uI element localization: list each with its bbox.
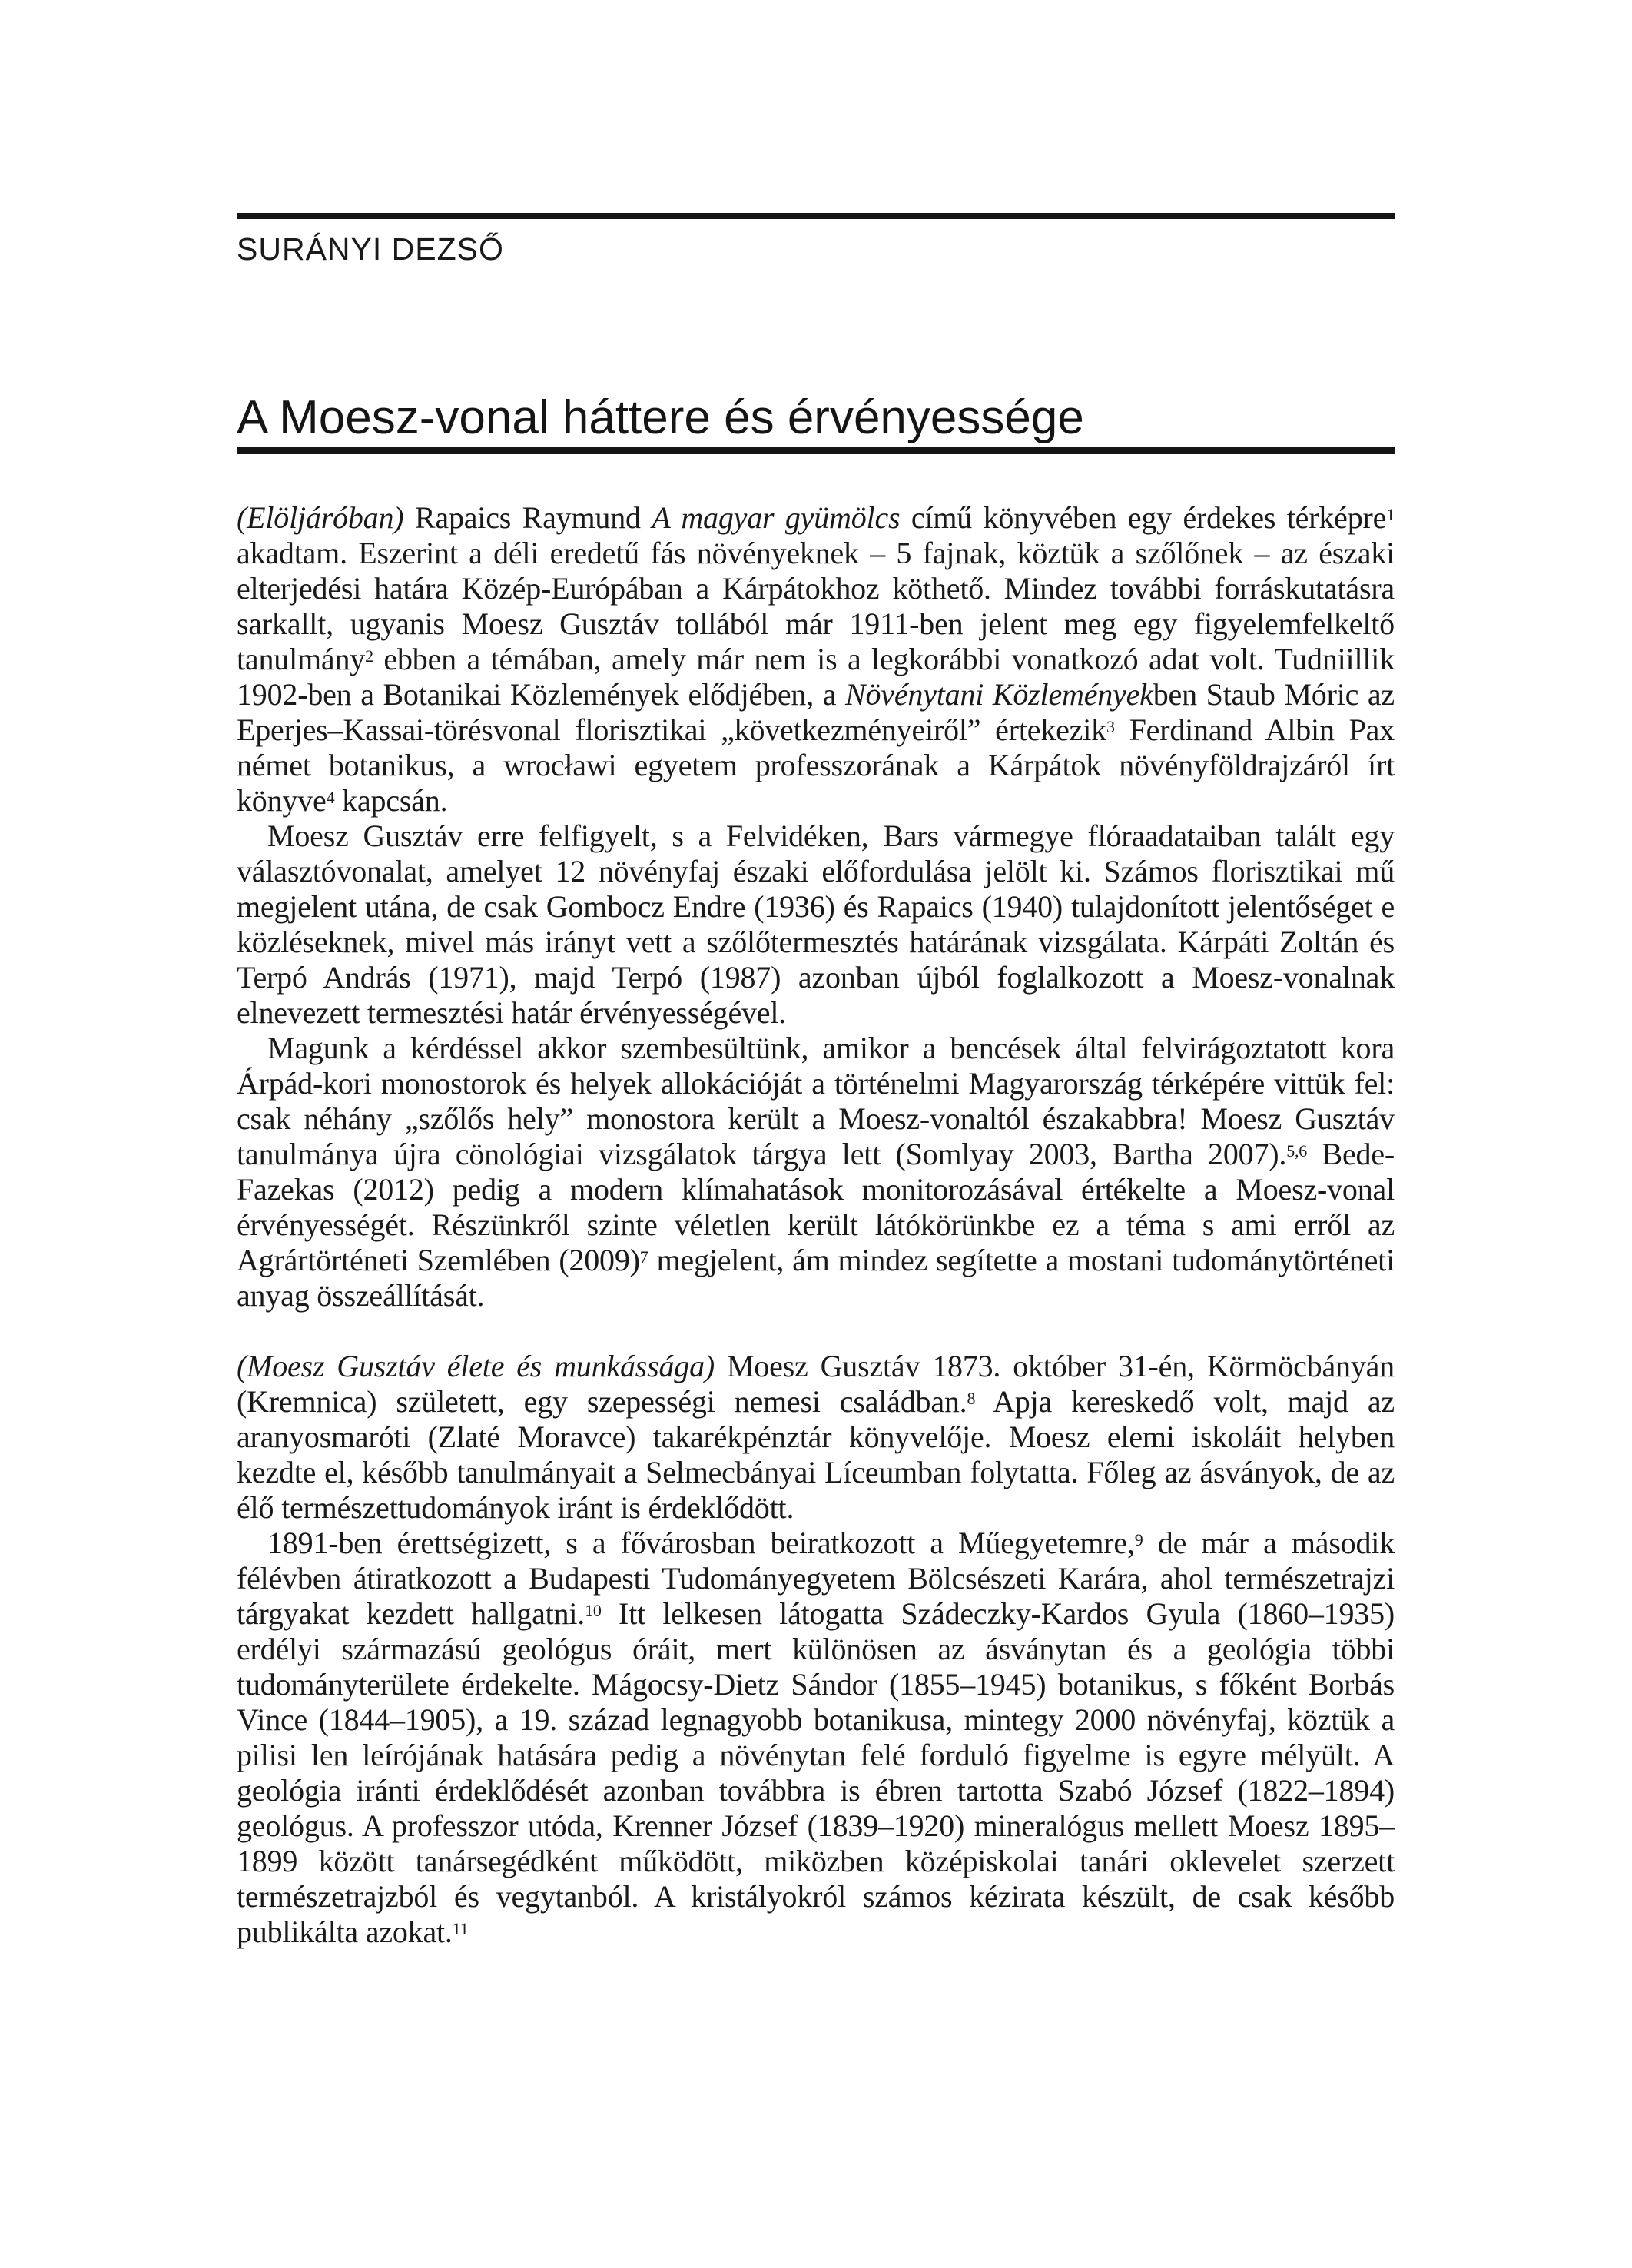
paragraph-biography: (Moesz Gusztáv élete és munkássága) Moesz Gusztáv 1873. október 31-én, Körmöcbányán (Kremnica) született, egy szepességi nemesi családban.$^8$ Apja kereskedő volt, majd az aranyosmaróti (Zlaté Moravce) takarékpénztár könyvelője. Moesz elemi iskoláit helyben kezdte el, később tanulmányait a Selmecbányai Líceumban folytatta. Főleg az ásványok, de az élő természettudományok iránt is érdeklődött. (237, 1349, 1395, 1525)
page-content (237, 213, 1395, 1950)
paragraph-moesz-line: Moesz Gusztáv erre felfigyelt, s a Felvidéken, Bars vármegye flóraadataiban talált egy választóvonalat, amelyet 12 növényfaj északi előfordulása jelölt ki. Számos florisztikai mű megjelent utána, de csak Gombocz Endre (1936) és Rapaics (1940) tulajdonított jelentőséget e közléseknek, mivel más irányt vett a szőlőtermesztés határának vizsgálata. Kárpáti Zoltán és Terpó András (1971), majd Terpó (1987) azonban újból foglalkozott a Moesz-vonalnak elnevezett termesztési határ érvényességével. (237, 819, 1395, 1030)
article-body (237, 500, 1395, 1950)
header-rule (237, 213, 1395, 219)
paragraph-studies: 1891-ben érettségizett, s a fővárosban beiratkozott a Műegyetemre,$^9$ de már a második félévben átiratkozott a Budapesti Tudományegyetem Bölcsészeti Karára, ahol természetrajzi tárgyakat kezdett hallgatni.$^{10}$ Itt lelkesen látogatta Szádeczky-Kardos Gyula (1860–1935) erdélyi származású geológus óráit, mert különösen az ásványtan és a geológia többi tudományterülete érdekelte. Mágocsy-Dietz Sándor (1855–1945) botanikus, s főként Borbás Vince (1844–1905), a 19. század legnagyobb botanikusa, mintegy 2000 növényfaj, köztük a pilisi len leírójának hatására pedig a növénytan felé forduló figyelme is egyre mélyült. A geológia iránti érdeklődését azonban továbbra is ébren tartotta Szabó József (1822–1894) geológus. A professzor utóda, Krenner József (1839–1920) mineralógus mellett Moesz 1895–1899 között tanársegédként működött, miközben középiskolai tanári oklevelet szerzett természetrajzból és vegytanból. A kristályokról számos kézirata készült, de csak később publikálta azokat.$^{11}$ (237, 1526, 1395, 1949)
page-title: A Moesz-vonal háttere és érvényessége (237, 391, 1084, 444)
title-rule (237, 447, 1395, 454)
paragraph-preface: (Elöljáróban) Rapaics Raymund A magyar gyümölcs című könyvében egy érdekes térképre$^1$ akadtam. Eszerint a déli eredetű fás növényeknek – 5 fajnak, köztük a szőlőnek – az északi elterjedési határa Közép-Európában a Kárpátokhoz köthető. Mindez további forráskutatásra sarkallt, ugyanis Moesz Gusztáv tollából már 1911-ben jelent meg egy figyelemfelkeltő tanulmány$^2$ ebben a témában, amely már nem is a legkorábbi vonatkozó adat volt. Tudniillik 1902-ben a Botanikai Közlemények elődjében, a Növénytani Közleményekben Staub Móric az Eperjes–Kassai-törésvonal florisztikai „következményeiről” értekezik$^3$ Ferdinand Albin Pax német botanikus, a wrocławi egyetem professzorának a Kárpátok növényföldrajzáról írt könyve$^4$ kapcsán. (237, 500, 1395, 818)
author-name: SURÁNYI DEZSŐ (237, 231, 504, 267)
paragraph-monasteries: Magunk a kérdéssel akkor szembesültünk, amikor a bencések által felvirágoztatott kora Árpád-kori monostorok és helyek allokációját a történelmi Magyarország térképére vittük fel: csak néhány „szőlős hely” monostora került a Moesz-vonaltól északabbra! Moesz Gusztáv tanulmánya újra cönológiai vizsgálatok tárgya lett (Somlyay 2003, Bartha 2007).$^{5,6}$ Bede-Fazekas (2012) pedig a modern klímahatások monitorozásával értékelte a Moesz-vonal érvényességét. Részünkről szinte véletlen került látókörünkbe ez a téma s ami erről az Agrártörténeti Szemlében $(2009)^7$ megjelent, ám mindez segítette a mostani tudománytörténeti anyag összeállítását. (237, 1031, 1395, 1313)
